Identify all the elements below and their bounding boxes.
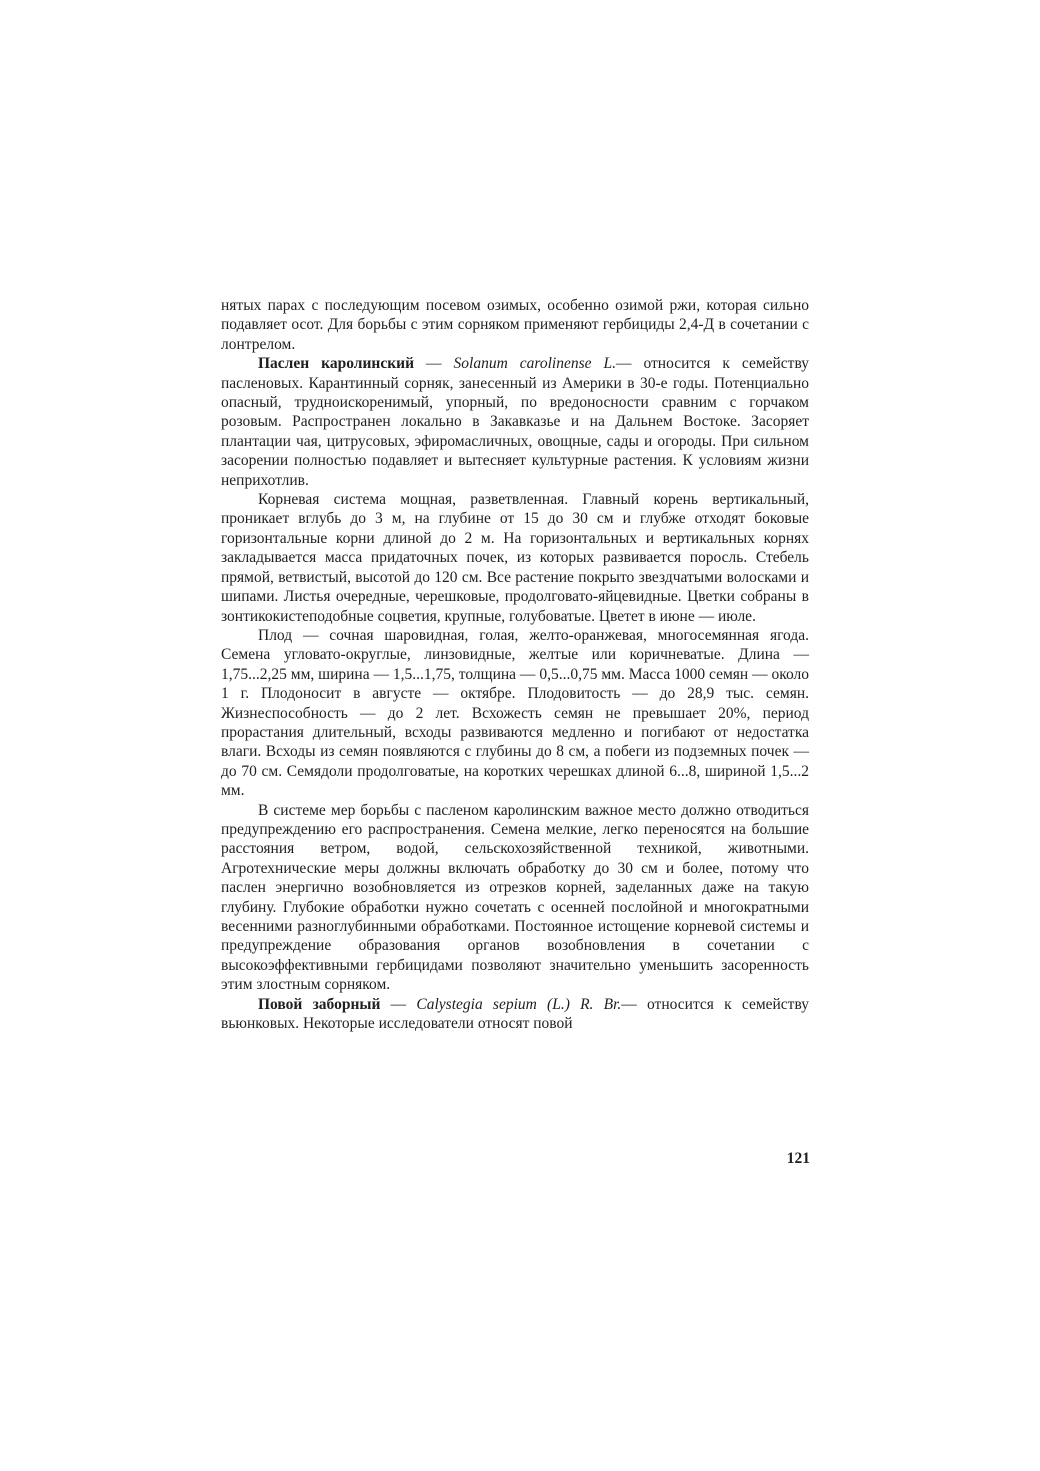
paragraph-continuation: нятых парах с последующим посевом озимых, особенно озимой ржи, которая сильно подавляет осот. Для борьбы с этим сорняком применяют гербициды 2,4-Д в сочетании с лонтрелом. [221, 297, 809, 353]
species-name-solanum: Паслен каролинский [258, 355, 415, 373]
latin-name-calystegia: Calystegia sepium (L.) R. Br. [416, 995, 622, 1013]
dash: — [380, 995, 417, 1013]
dash: — [414, 355, 454, 373]
latin-name-solanum: Solanum carolinense L. [453, 355, 616, 373]
paragraph-text: — относится к семейству пасленовых. Карантинный сорняк, занесенный из Америки в 30-е годы. Потенциально опасный, трудноискоренимый, упорный, по вредоносности сравним с горчаком розовым. Распространен локально в Закавказье и на Дальнем Востоке. Засоряет плантации чая, цитрусовых, эфиромасличных, овощные, сады и огороды. При сильном засорении полностью подавляет и вытесняет культурные растения. К условиям жизни неприхотлив. [221, 355, 809, 489]
paragraph-control: В системе мер борьбы с пасленом каролинским важное место должно отводиться предупреждению его распространения. Семена мелкие, легко переносятся на большие расстояния ветром, водой, сельскохозяйственной техникой, животными. Агротехнические меры должны включать обработку до 30 см и более, потому что паслен энергично возобновляется из отрезков корней, заделанных даже на такую глубину. Глубокие обработки нужно сочетать с осенней послойной и многократными весенними разноглубинными обработками. Постоянное истощение корневой системы и предупреждение образования органов возобновления в сочетании с высокоэффективными гербицидами позволяют значительно уменьшить засоренность этим злостным сорняком. [221, 801, 809, 994]
paragraph-text: — относится к семейству вьюнковых. Некоторые исследователи относят повой [221, 995, 809, 1033]
paragraph-calystegia-intro [221, 995, 809, 1034]
paragraph-solanum-intro [221, 354, 809, 490]
page-body [221, 296, 809, 1033]
page-number: 121 [786, 1150, 810, 1167]
paragraph-root-system: Корневая система мощная, разветвленная. Главный корень вертикальный, проникает вглубь до 3 м, на глубине от 15 до 30 см и глубже отходят боковые горизонтальные корни длиной до 2 м. На горизонтальных и вертикальных корнях закладывается масса придаточных почек, из которых развивается поросль. Стебель прямой, ветвистый, высотой до 120 см. Все растение покрыто звездчатыми волосками и шипами. Листья очередные, черешковые, продолговато-яйцевидные. Цветки собраны в зонтикокистеподобные соцветия, крупные, голубоватые. Цветет в июне — июле. [221, 491, 809, 625]
paragraph-fruit: Плод — сочная шаровидная, голая, желто-оранжевая, многосемянная ягода. Семена угловато-округлые, линзовидные, желтые или коричневатые. Длина — 1,75...2,25 мм, ширина — 1,5...1,75, толщина — 0,5...0,75 мм. Масса 1000 семян — около 1 г. Плодоносит в августе — октябре. Плодовитость — до 28,9 тыс. семян. Жизнеспособность — до 2 лет. Всхожесть семян не превышает 20%, период прорастания длительный, всходы развиваются медленно и погибают от недостатка влаги. Всходы из семян появляются с глубины до 8 см, а побеги из подземных почек — до 70 см. Семядоли продолговатые, на коротких черешках длиной 6...8, шириной 1,5...2 мм. [221, 626, 809, 800]
species-name-calystegia: Повой заборный [258, 995, 381, 1013]
